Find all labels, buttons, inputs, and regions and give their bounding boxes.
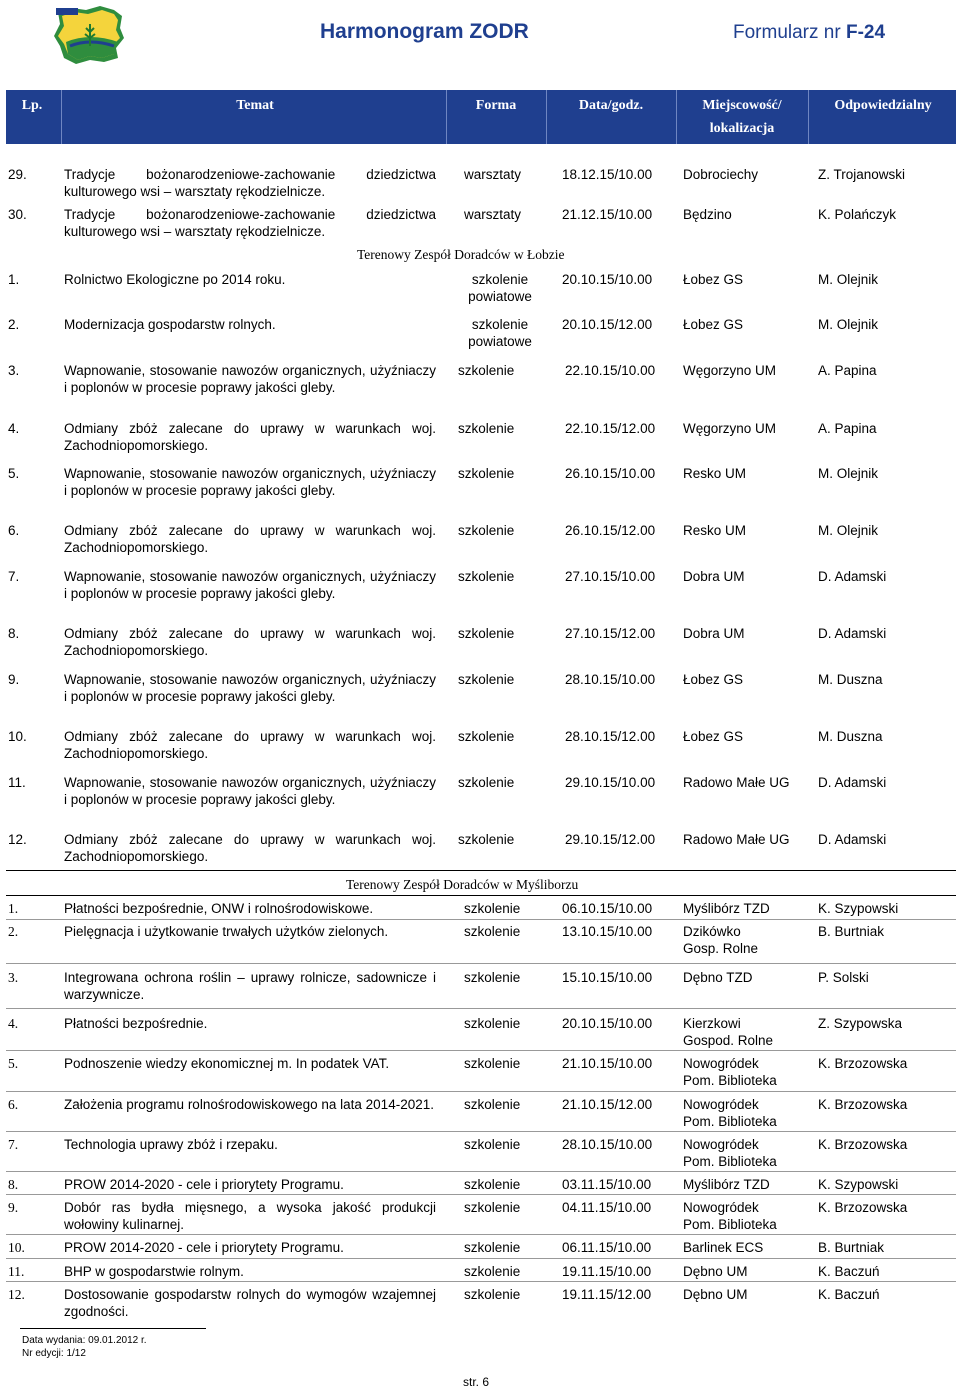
col-forma: Forma	[475, 98, 517, 113]
table-header	[6, 90, 956, 144]
row-divider	[6, 1281, 956, 1282]
issue-date: Data wydania: 09.01.2012 r.	[22, 1335, 147, 1346]
row-divider	[6, 1008, 956, 1009]
col-temat: Temat	[236, 98, 274, 113]
footer-rule	[20, 1328, 206, 1329]
col-data: Data/godz.	[578, 98, 644, 113]
section-heading-mysliborz: Terenowy Zespół Doradców w Myśliborzu	[346, 877, 579, 892]
row-divider	[6, 1050, 956, 1051]
row-divider	[6, 1171, 956, 1172]
row-divider	[6, 1091, 956, 1092]
row-divider	[6, 1194, 956, 1195]
row-divider	[6, 963, 956, 964]
col-lp: Lp.	[21, 98, 43, 113]
page-title: Harmonogram ZODR	[320, 20, 529, 43]
page-number: str. 6	[463, 1375, 490, 1389]
section-divider	[6, 895, 956, 896]
section-heading-lobez: Terenowy Zespół Doradców w Łobzie	[357, 247, 565, 262]
zodr-logo	[52, 2, 128, 66]
edition-number: Nr edycji: 1/12	[22, 1348, 86, 1359]
col-odpowiedzialny: Odpowiedzialny	[834, 98, 932, 113]
row-divider	[6, 1131, 956, 1132]
row-divider	[6, 919, 956, 920]
section-divider	[6, 870, 956, 871]
row-divider	[6, 1258, 956, 1259]
form-number: Formularz nr F-24	[733, 22, 886, 43]
row-divider	[6, 1234, 956, 1235]
col-miejscowosc: Miejscowość/ lokalizacja	[702, 98, 782, 136]
